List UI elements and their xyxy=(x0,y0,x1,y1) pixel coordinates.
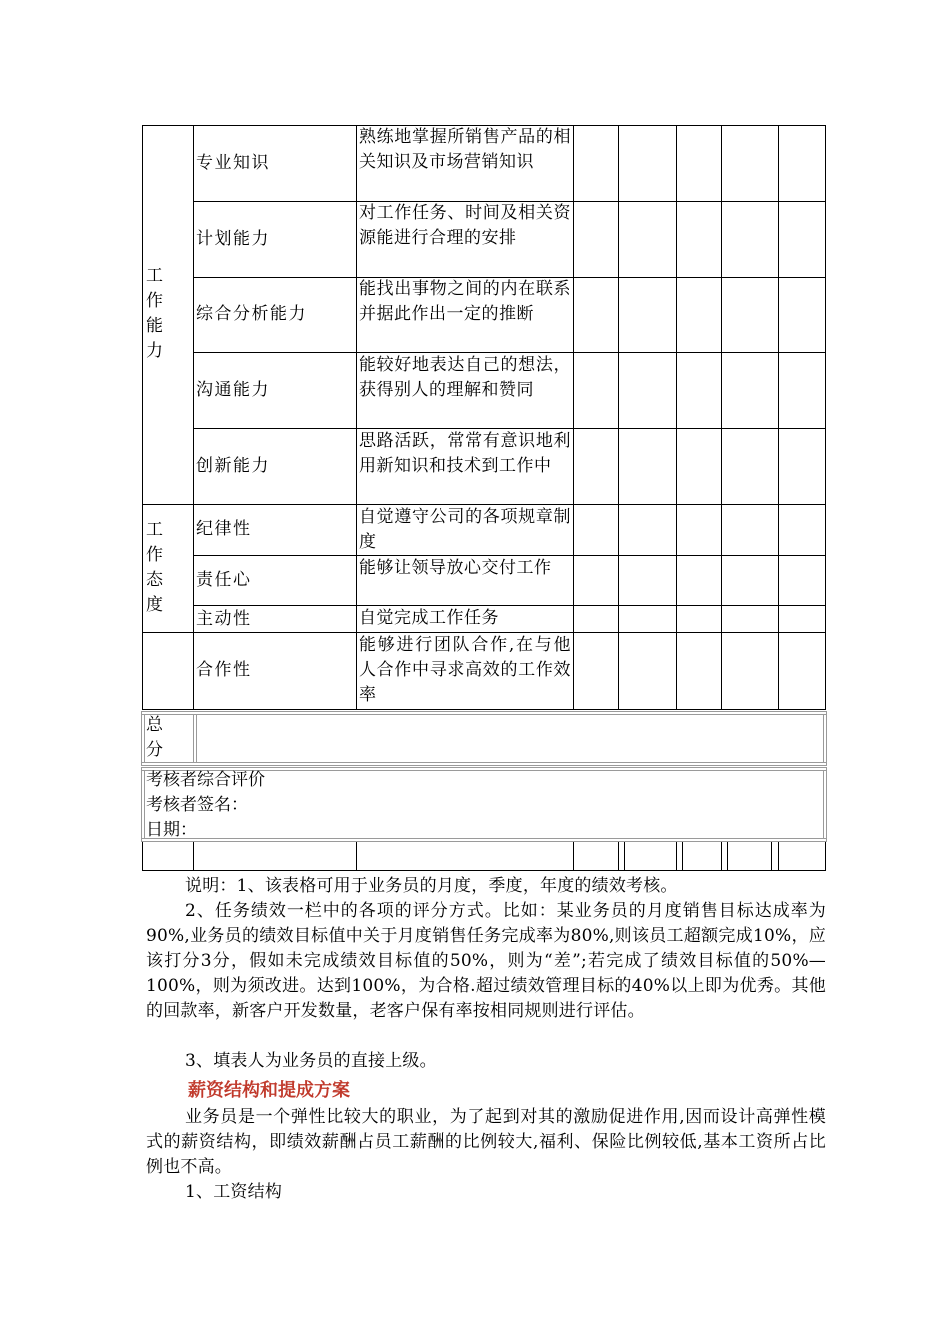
item-description: 能够让领导放心交付工作 xyxy=(359,558,552,578)
note-1: 说明：1、该表格可用于业务员的月度，季度，年度的绩效考核。 xyxy=(185,876,678,896)
category-work-attitude: 工 作 态 度 xyxy=(146,520,163,615)
section-paragraph: 业务员是一个弹性比较大的职业，为了起到对其的激励促进作用,因而设计高弹性模式的薪资结构，即绩效薪酬占员工薪酬的比例较大,福利、保险比例较低,基本工资所占比例也不高。 xyxy=(146,1107,826,1177)
item-name: 纪律性 xyxy=(196,519,252,539)
item-description: 自觉遵守公司的各项规章制度 xyxy=(359,507,571,552)
evaluation-block xyxy=(146,768,265,843)
note-3: 3、填表人为业务员的直接上级。 xyxy=(185,1051,437,1071)
section-heading: 薪资结构和提成方案 xyxy=(188,1080,350,1101)
item-description: 能够进行团队合作,在与他人合作中寻求高效的工作效率 xyxy=(359,635,571,705)
item-description: 熟练地掌握所销售产品的相关知识及市场营销知识 xyxy=(359,127,571,172)
note-2: 2、任务绩效一栏中的各项的评分方式。比如：某业务员的月度销售目标达成率为90%,业务员的绩效目标值中关于月度销售任务完成率为80%,则该员工超额完成10%，应该打分3分，假如未完成绩效目标值的50%，则为“差”;若完成了绩效目标值的50%—100%，则为须改进。达到100%，为合格.超过绩效管理目标的40%以上即为优秀。其他的回款率，新客户开发数量，老客户保有率按相同规则进行评估。 xyxy=(146,901,826,1021)
item-description: 思路活跃，常常有意识地利用新知识和技术到工作中 xyxy=(359,431,571,476)
category-work-ability: 工 作 能 力 xyxy=(146,266,163,361)
evaluator-signature-label: 考核者签名： xyxy=(146,795,248,815)
evaluation-comment-label: 考核者综合评价 xyxy=(146,770,265,790)
item-name: 专业知识 xyxy=(196,153,270,173)
item-name: 创新能力 xyxy=(196,456,270,476)
item-name: 沟通能力 xyxy=(196,380,270,400)
item-description: 能较好地表达自己的想法，获得别人的理解和赞同 xyxy=(359,355,571,400)
item-name: 主动性 xyxy=(196,609,252,629)
item-name: 合作性 xyxy=(196,660,252,680)
evaluation-date-label: 日期： xyxy=(146,820,197,840)
total-label: 总 分 xyxy=(146,715,163,760)
item-name: 综合分析能力 xyxy=(196,304,307,324)
item-description: 自觉完成工作任务 xyxy=(359,608,499,628)
item-name: 计划能力 xyxy=(196,229,270,249)
item-description: 能找出事物之间的内在联系并据此作出一定的推断 xyxy=(359,279,571,324)
item-name: 责任心 xyxy=(196,570,252,590)
item-description: 对工作任务、时间及相关资源能进行合理的安排 xyxy=(359,203,571,248)
salary-structure-item: 1、工资结构 xyxy=(185,1182,283,1202)
